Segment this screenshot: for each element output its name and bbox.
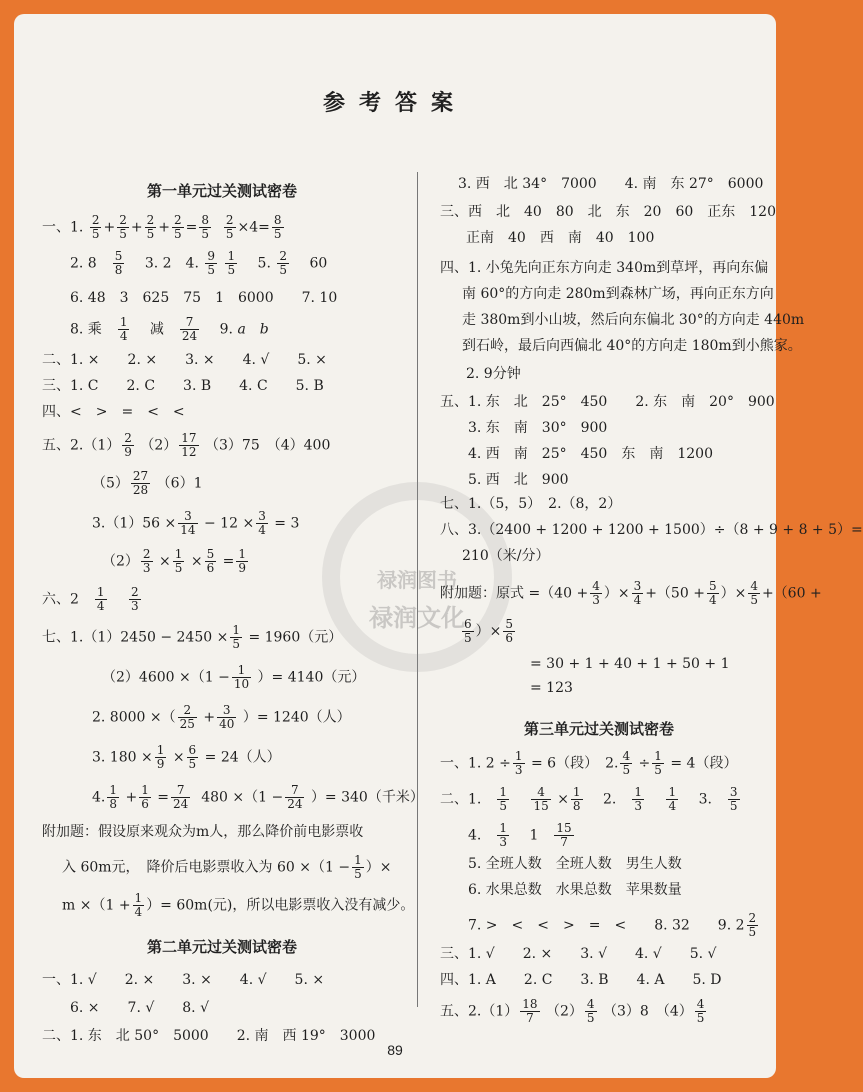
unit2-right-extra1: 附加题：原式 =（40 + $\frac{4}{3}$ ）× $\frac{3}{4}$ +（50 + $\frac{5}{4}$ ）× $\frac{4}{5}$ +（60 +: [440, 579, 822, 607]
fraction: $\frac{4}{15}$: [533, 785, 549, 813]
unit1-line8: 五、2.（1） $\frac{2}{9}$ （2） $\frac{17}{12}$ （3）75 （4）400: [42, 431, 331, 459]
fraction: $\frac{1}{10}$: [233, 663, 250, 691]
fraction: $\frac{15}{7}$: [556, 821, 572, 849]
page-number: 89: [387, 1042, 403, 1058]
unit1-line16: 3. 180 × $\frac{1}{9}$ × $\frac{6}{5}$ = 24（人）: [92, 743, 281, 771]
fraction: $\frac{2}{5}$: [225, 213, 234, 241]
fraction: $\frac{1}{4}$: [96, 585, 105, 613]
fraction: $\frac{3}{40}$: [219, 703, 235, 731]
fraction: $\frac{3}{5}$: [729, 785, 738, 813]
unit2-heading: 第二单元过关测试密卷: [147, 938, 298, 956]
unit2-right-extra4: = 123: [530, 680, 573, 696]
unit2-right-line10: 3. 东 南 30° 900: [468, 420, 608, 436]
fraction: $\frac{2}{5}$: [91, 213, 100, 241]
unit2-line2: 6. × 7. √ 8. √: [70, 1000, 209, 1016]
fraction: $\frac{1}{5}$: [354, 853, 362, 881]
unit1-line7: 四、< > = < <: [42, 404, 185, 420]
fraction: $\frac{1}{9}$: [156, 743, 165, 771]
unit1-line13: 七、1.（1）2450 − 2450 × $\frac{1}{5}$ = 1960（元）: [42, 623, 343, 651]
unit1-line5: 二、1. × 2. × 3. × 4. √ 5. ×: [42, 352, 327, 368]
unit2-right-line11: 4. 西 南 25° 450 东 南 1200: [468, 446, 713, 462]
fraction: $\frac{5}{4}$: [708, 579, 717, 607]
fraction: $\frac{5}{8}$: [114, 249, 123, 277]
unit2-right-extra3: = 30 + 1 + 40 + 1 + 50 + 1: [530, 656, 730, 672]
watermark-line2: 禄润文化: [369, 604, 465, 632]
unit2-right-line1: 3. 西 北 34° 7000 4. 南 东 27° 6000: [458, 176, 764, 192]
unit1-line12: 六、2 $\frac{1}{4}$ $\frac{2}{3}$: [42, 585, 139, 613]
fraction: $\frac{9}{5}$: [207, 249, 215, 277]
unit3-heading: 第三单元过关测试密卷: [524, 720, 675, 738]
unit1-line4: 8. 乘 $\frac{1}{4}$ 减 $\frac{7}{24}$ 9. a b: [70, 315, 269, 343]
unit3-line9: 五、2.（1） $\frac{18}{7}$ （2） $\frac{4}{5}$ （3）8 （4） $\frac{4}{5}$: [440, 997, 705, 1025]
fraction: $\frac{8}{5}$: [201, 213, 209, 241]
unit2-right-extra2: $\frac{6}{5}$ ）× $\frac{5}{6}$: [464, 617, 514, 645]
unit1-line11: （2） $\frac{2}{3}$ × $\frac{1}{5}$ × $\frac{5}{6}$ = $\frac{1}{9}$: [102, 547, 247, 575]
fraction: $\frac{1}{4}$: [134, 891, 143, 919]
fraction: $\frac{7}{24}$: [181, 315, 198, 343]
unit2-right-line14: 八、3.（2400 + 1200 + 1200 + 1500）÷（8 + 9 + 8 + 5）=: [440, 522, 863, 538]
fraction: $\frac{4}{5}$: [622, 749, 631, 777]
page-title: 参考答案: [322, 90, 467, 116]
fraction: $\frac{1}{8}$: [109, 783, 117, 811]
fraction: $\frac{4}{3}$: [592, 579, 600, 607]
unit1-line14: （2）4600 ×（1 − $\frac{1}{10}$ ）= 4140（元）: [102, 663, 366, 691]
unit1-line15: 2. 8000 ×（ $\frac{2}{25}$ + $\frac{3}{40}$ ）= 1240（人）: [92, 703, 351, 731]
fraction: $\frac{4}{5}$: [750, 579, 758, 607]
unit2-line3: 二、1. 东 北 50° 5000 2. 南 西 19° 3000: [42, 1028, 376, 1044]
unit3-line8: 四、1. A 2. C 3. B 4. A 5. D: [440, 972, 722, 988]
unit1-line9: （5） $\frac{27}{28}$ （6）1: [92, 469, 203, 497]
fraction: $\frac{3}{4}$: [258, 509, 266, 537]
fraction: $\frac{1}{5}$: [499, 785, 507, 813]
answer-page: [14, 14, 863, 1078]
unit3-line7: 三、1. √ 2. × 3. √ 4. √ 5. √: [440, 946, 717, 962]
fraction: $\frac{1}{6}$: [141, 783, 149, 811]
fraction: $\frac{1}{3}$: [514, 749, 523, 777]
unit1-line3: 6. 48 3 625 75 1 6000 7. 10: [70, 290, 338, 306]
fraction: $\frac{2}{25}$: [179, 703, 195, 731]
unit2-right-line3: 正南 40 西 南 40 100: [466, 230, 655, 246]
unit2-right-line9: 五、1. 东 北 25° 450 2. 东 南 20° 900: [440, 394, 775, 410]
fraction: $\frac{1}{3}$: [634, 785, 643, 813]
watermark-line1: 禄润图书: [377, 568, 457, 592]
unit2-right-line8: 2. 9分钟: [466, 366, 521, 382]
unit2-right-line2: 三、西 北 40 80 北 东 20 60 正东 120: [440, 204, 776, 220]
fraction: $\frac{3}{4}$: [633, 579, 642, 607]
fraction: $\frac{1}{3}$: [499, 821, 507, 849]
fraction: $\frac{4}{5}$: [696, 997, 705, 1025]
fraction: $\frac{2}{9}$: [124, 431, 132, 459]
fraction: $\frac{3}{14}$: [180, 509, 196, 537]
fraction: $\frac{6}{5}$: [188, 743, 197, 771]
fraction: $\frac{2}{3}$: [142, 547, 151, 575]
fraction: $\frac{1}{4}$: [668, 785, 677, 813]
unit1-extra-line1: 附加题：假设原来观众为m人，那么降价前电影票收: [42, 824, 364, 840]
unit1-line10: 3.（1）56 × $\frac{3}{14}$ − 12 × $\frac{3}{4}$ = 3: [92, 509, 300, 537]
fraction: $\frac{5}{6}$: [505, 617, 514, 645]
fraction: $\frac{2}{5}$: [146, 213, 155, 241]
unit2-right-line7: 到石岭，最后向西偏北 40°的方向走 180m到小熊家。: [462, 338, 802, 354]
unit1-line2: 2. 8 $\frac{5}{8}$ 3. 2 4. $\frac{9}{5}$ $\frac{1}{5}$ 5. $\frac{2}{5}$ 60: [70, 249, 328, 277]
fraction: $\frac{8}{5}$: [273, 213, 282, 241]
unit3-line1: 一、1. 2 ÷ $\frac{1}{3}$ = 6（段） 2. $\frac{4}{5}$ ÷ $\frac{1}{5}$ = 4（段）: [440, 749, 738, 777]
fraction: $\frac{1}{5}$: [227, 249, 236, 277]
unit3-line3: 4. $\frac{1}{3}$ 1 $\frac{15}{7}$: [468, 821, 572, 849]
fraction: $\frac{1}{5}$: [232, 623, 240, 651]
unit2-line1: 一、1. √ 2. × 3. × 4. √ 5. ×: [42, 972, 325, 988]
unit1-extra-line2: 入 60m元， 降价后电影票收入为 60 ×（1 − $\frac{1}{5}$ ）×: [62, 853, 392, 881]
unit2-right-line13: 七、1.（5，5） 2.（8，2）: [440, 496, 622, 512]
fraction: $\frac{2}{5}$: [279, 249, 287, 277]
fraction: $\frac{1}{9}$: [238, 547, 247, 575]
fraction: $\frac{2}{5}$: [119, 213, 127, 241]
unit3-line5: 6. 水果总数 水果总数 苹果数量: [468, 882, 682, 898]
fraction: $\frac{4}{5}$: [586, 997, 595, 1025]
fraction: $\frac{2}{5}$: [748, 911, 757, 939]
fraction: $\frac{18}{7}$: [522, 997, 538, 1025]
unit1-line17: 4. $\frac{1}{8}$ + $\frac{1}{6}$ = $\frac{7}{24}$ 480 ×（1 − $\frac{7}{24}$ ）= 340（千米）: [92, 783, 424, 811]
unit2-right-line12: 5. 西 北 900: [468, 472, 569, 488]
unit3-line4: 5. 全班人数 全班人数 男生人数: [468, 856, 682, 872]
unit3-line6: 7. > < < > = < 8. 32 9. 2 $\frac{2}{5}$: [468, 911, 757, 939]
unit2-right-line4: 四、1. 小兔先向正东方向走 340m到草坪，再向东偏: [440, 260, 769, 276]
unit2-right-line15: 210（米/分）: [462, 548, 550, 564]
unit1-line1: 一、1. $\frac{2}{5}$ + $\frac{2}{5}$ + $\frac{2}{5}$ + $\frac{2}{5}$ = $\frac{8}{5}$ $\frac{2}{5}$ ×4= $\frac{8}{5}$: [42, 213, 282, 241]
unit2-right-line5: 南 60°的方向走 280m到森林广场，再向正东方向: [462, 286, 774, 302]
fraction: $\frac{7}{24}$: [287, 783, 303, 811]
unit3-line2: 二、1. $\frac{1}{5}$ $\frac{4}{15}$ × $\frac{1}{8}$ 2. $\frac{1}{3}$ $\frac{1}{4}$ 3. $\frac{3}{5}$: [440, 785, 738, 813]
fraction: $\frac{27}{28}$: [132, 469, 149, 497]
fraction: $\frac{6}{5}$: [464, 617, 472, 645]
fraction: $\frac{5}{6}$: [206, 547, 215, 575]
fraction: $\frac{1}{4}$: [119, 315, 128, 343]
fraction: $\frac{1}{5}$: [174, 547, 183, 575]
unit1-line6: 三、1. C 2. C 3. B 4. C 5. B: [42, 378, 324, 394]
unit1-heading: 第一单元过关测试密卷: [147, 182, 298, 200]
fraction: $\frac{7}{24}$: [173, 783, 189, 811]
unit1-extra-line3: m ×（1 + $\frac{1}{4}$ ）= 60m(元)，所以电影票收入没有减少。: [62, 891, 415, 919]
fraction: $\frac{2}{3}$: [131, 585, 139, 613]
fraction: $\frac{2}{5}$: [173, 213, 182, 241]
unit2-right-line6: 走 380m到小山坡，然后向东偏北 30°的方向走 440m: [462, 312, 805, 328]
fraction: $\frac{17}{12}$: [181, 431, 197, 459]
fraction: $\frac{1}{8}$: [572, 785, 581, 813]
fraction: $\frac{1}{5}$: [654, 749, 662, 777]
